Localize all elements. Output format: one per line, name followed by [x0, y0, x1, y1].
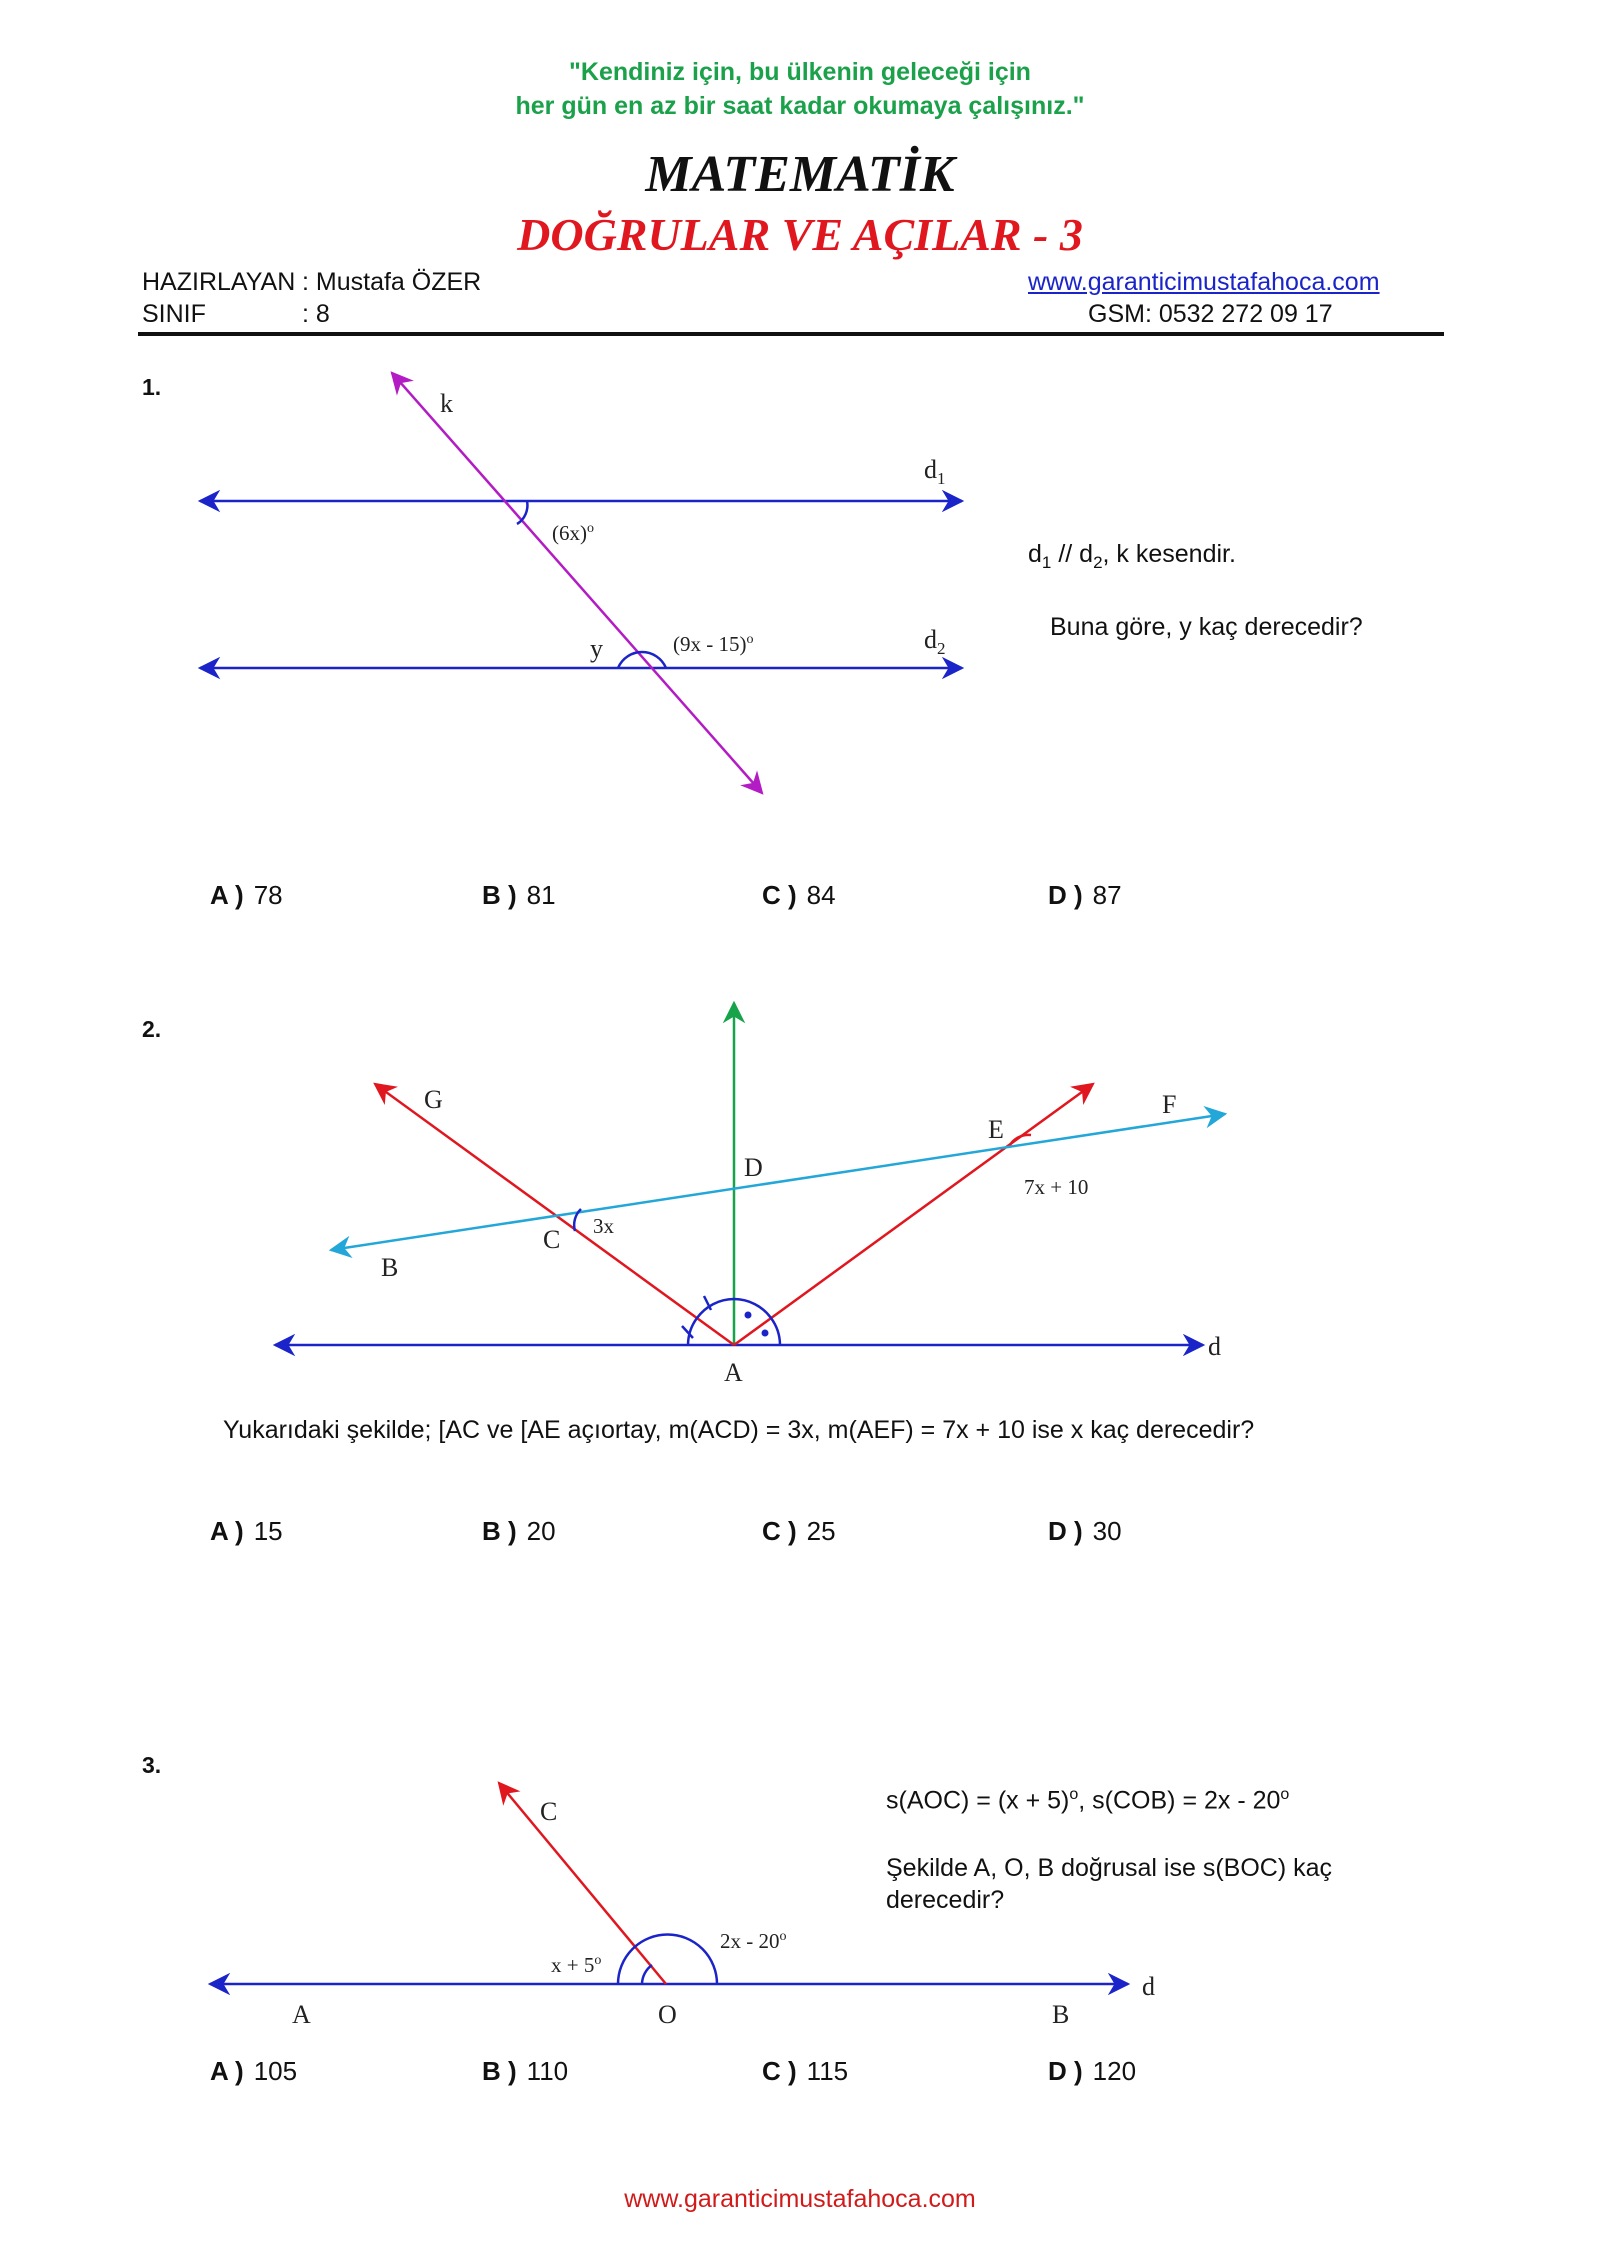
page-title: MATEMATİK: [645, 146, 955, 203]
label-d1: $d_1$: [924, 455, 946, 488]
label-a: A: [292, 2000, 311, 2029]
question-2-number: 2.: [142, 1016, 162, 1042]
question-2-option-c[interactable]: C ) 25: [762, 1516, 836, 1546]
label-o: O: [658, 2000, 677, 2029]
label-d: D: [744, 1153, 763, 1182]
label-angle-3x: 3x: [593, 1214, 614, 1238]
ray-af: [734, 1084, 1093, 1345]
question-2-figure: [275, 1003, 1225, 1387]
question-2-option-b[interactable]: B ) 20: [482, 1516, 556, 1546]
label-angle-2x-20: 2x - 20$^o$: [720, 1929, 787, 1953]
label-g: G: [424, 1085, 443, 1114]
label-line-d: d: [1208, 1332, 1221, 1361]
label-line-d: d: [1142, 1972, 1155, 2001]
dot-mark-1: [745, 1312, 752, 1319]
label-y: y: [590, 634, 603, 663]
arc-daf-left: [734, 1299, 771, 1318]
class-label: SINIF: [142, 300, 206, 328]
author-label: HAZIRLAYAN: [142, 268, 296, 296]
question-2-prompt: Yukarıdaki şekilde; [AC ve [AE açıortay, m(ACD) = 3x, m(AEF) = 7x + 10 ise x kaç derecedir?: [223, 1416, 1255, 1444]
website-link[interactable]: www.garanticimustafahoca.com: [1028, 268, 1380, 296]
label-angle-6x: $(6x)^o$: [552, 521, 594, 545]
question-3-given: $s(AOC) = (x + 5)^o$, s(COB) = 2x - 20$^o$: [886, 1786, 1290, 1815]
label-f: F: [1162, 1090, 1177, 1119]
class-value: : 8: [302, 300, 330, 328]
question-1-number: 1.: [142, 374, 162, 400]
question-3-number: 3.: [142, 1752, 162, 1778]
label-angle-7x-10: 7x + 10: [1024, 1175, 1089, 1199]
page-subtitle: DOĞRULAR VE AÇILAR - 3: [517, 209, 1083, 260]
question-1-option-a[interactable]: A ) 78: [210, 880, 283, 910]
question-1-option-c[interactable]: C ) 84: [762, 880, 836, 910]
line-bf: [331, 1114, 1225, 1250]
arc-gad-left: [688, 1318, 697, 1345]
label-angle-9x-15: (9x - 15)$^o$: [673, 632, 754, 656]
question-3-figure: [210, 1783, 1155, 2029]
arc-gad-right: [697, 1299, 734, 1318]
question-1-prompt: Buna göre, y kaç derecedir?: [1050, 613, 1363, 641]
angle-arc-6x: [517, 501, 527, 524]
label-c: C: [540, 1797, 558, 1826]
ray-ag: [375, 1084, 734, 1345]
question-2-option-a[interactable]: A ) 15: [210, 1516, 283, 1546]
motivational-quote-line-1: "Kendiniz için, bu ülkenin geleceği için: [569, 58, 1031, 86]
label-a: A: [724, 1358, 743, 1387]
label-c: C: [543, 1225, 561, 1254]
label-e: E: [988, 1115, 1004, 1144]
label-angle-x-5: $x + 5^o$: [551, 1953, 602, 1977]
question-2-option-d[interactable]: D ) 30: [1048, 1516, 1122, 1546]
motivational-quote-line-2: her gün en az bir saat kadar okumaya çalışınız.": [515, 92, 1085, 120]
question-3-option-b[interactable]: B ) 110: [482, 2056, 569, 2086]
question-3-option-a[interactable]: A ) 105: [210, 2056, 298, 2086]
dot-mark-2: [762, 1330, 769, 1337]
question-3-option-d[interactable]: D ) 120: [1048, 2056, 1137, 2086]
label-d2: $d_2$: [924, 625, 946, 658]
gsm-number: GSM: 0532 272 09 17: [1088, 300, 1333, 328]
question-1-option-b[interactable]: B ) 81: [482, 880, 556, 910]
question-1-given: $d_1 // d_2$, k kesendir.: [1028, 540, 1236, 572]
label-b: B: [381, 1253, 399, 1282]
author-name: : Mustafa ÖZER: [302, 268, 482, 296]
label-k: k: [440, 389, 453, 418]
question-3-option-c[interactable]: C ) 115: [762, 2056, 849, 2086]
question-3-prompt-line-1: Şekilde A, O, B doğrusal ise s(BOC) kaç: [886, 1854, 1333, 1882]
question-1-option-d[interactable]: D ) 87: [1048, 880, 1122, 910]
footer-website[interactable]: www.garanticimustafahoca.com: [624, 2185, 976, 2213]
angle-arc-aoc: [642, 1965, 652, 1984]
angle-arc-cob: [618, 1934, 717, 1984]
label-b: B: [1052, 2000, 1070, 2029]
question-3-prompt-line-2: derecedir?: [886, 1886, 1005, 1914]
arc-daf-right: [771, 1318, 780, 1345]
question-1-figure: [200, 373, 962, 793]
transversal-k: [392, 373, 762, 793]
angle-arc-y-9x: [618, 652, 666, 668]
